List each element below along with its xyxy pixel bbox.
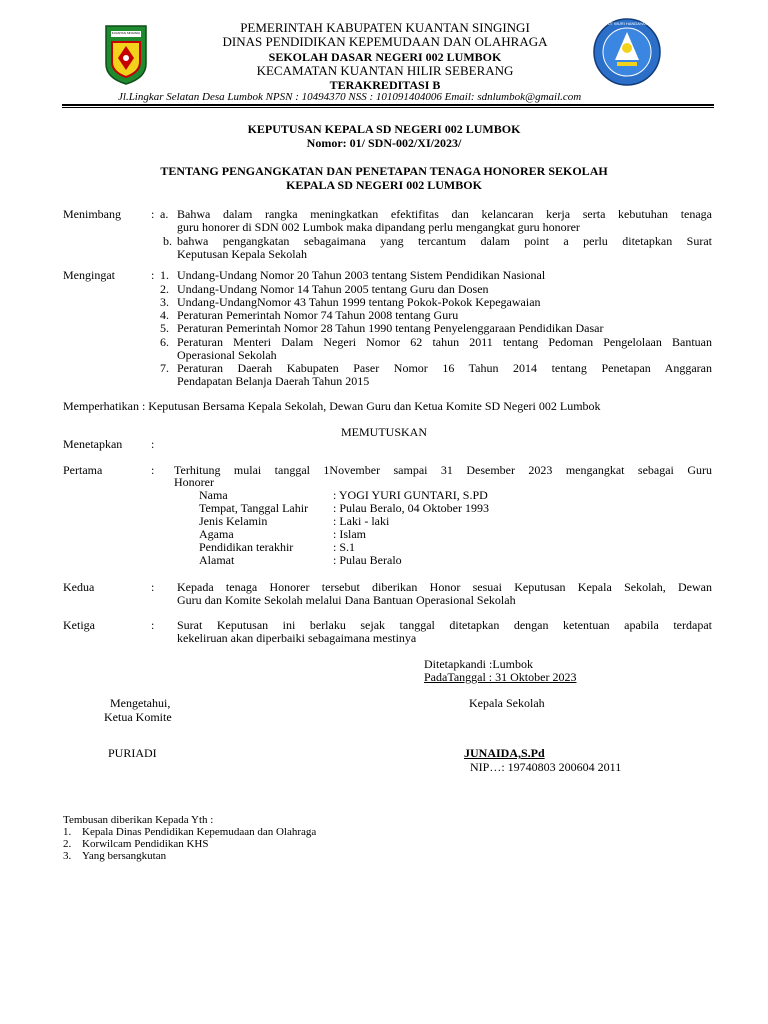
menimbang-a-line1: Bahwa dalam rangka meningkatkan efektifitas dan kelancaran kerja serta kebutuhan tenaga: [177, 207, 712, 221]
field-value-jenis-kelamin: : Laki - laki: [333, 514, 390, 528]
field-value-alamat: : Pulau Beralo: [333, 553, 402, 567]
menetapkan-colon: :: [151, 437, 155, 451]
kedua-text-cont: Guru dan Komite Sekolah melalui Dana Bantuan Operasional Sekolah: [177, 593, 516, 607]
field-value-pendidikan: : S.1: [333, 540, 356, 554]
field-key-jenis-kelamin: Jenis Kelamin: [199, 514, 268, 528]
menetapkan-label: Menetapkan: [63, 437, 123, 451]
decision-title: KEPUTUSAN KEPALA SD NEGERI 002 LUMBOK: [247, 122, 521, 136]
decision-subject-line2: KEPALA SD NEGERI 002 LUMBOK: [286, 178, 482, 192]
decision-subject: TENTANG PENGANGKATAN DAN PENETAPAN TENAGA HONORER SEKOLAH: [160, 164, 608, 178]
kepala-sekolah-nip: NIP…: 19740803 200604 2011: [470, 760, 622, 774]
kedua-colon: :: [151, 580, 155, 594]
menimbang-a-marker: a.: [160, 207, 169, 221]
menimbang-b-line2: Keputusan Kepala Sekolah: [177, 247, 307, 261]
field-key-pendidikan: Pendidikan terakhir: [199, 540, 294, 554]
field-key-ttl: Tempat, Tanggal Lahir: [199, 501, 309, 515]
ketiga-text-cont: kekeliruan akan diperbaiki sebagaimana mestinya: [177, 631, 417, 645]
mengingat-item: Peraturan Pemerintah Nomor 74 Tahun 2008 tentang Guru: [177, 308, 459, 322]
mengingat-item: Peraturan Menteri Dalam Negeri Nomor 62 tahun 2011 tentang Pedoman Pengelolaan Bantuan: [177, 335, 712, 349]
ketua-komite-title: Ketua Komite: [104, 710, 172, 724]
letterhead-rule-thin: [62, 107, 714, 108]
kedua-label: Kedua: [63, 580, 95, 594]
field-key-nama: Nama: [199, 488, 228, 502]
ketiga-label: Ketiga: [63, 618, 95, 632]
ketiga-colon: :: [151, 618, 155, 632]
pertama-label: Pertama: [63, 463, 103, 477]
pertama-text: Terhitung mulai tanggal 1November sampai 31 Desember 2023 mengangkat sebagai Guru: [174, 463, 712, 477]
tembusan-item: Korwilcam Pendidikan KHS: [82, 838, 209, 850]
letterhead-line2: DINAS PENDIDIKAN KEPEMUDAAN DAN OLAHRAGA: [222, 34, 548, 49]
field-key-alamat: Alamat: [199, 553, 235, 567]
mengingat-item-number: 6.: [160, 335, 169, 349]
tut-wuri-logo-text: TUT WURI HANDAYANI: [605, 21, 649, 26]
menimbang-colon: :: [151, 207, 155, 221]
tembusan-item: Yang bersangkutan: [82, 850, 167, 862]
ketua-komite-name: PURIADI: [108, 746, 157, 760]
memperhatikan: Memperhatikan : Keputusan Bersama Kepala Sekolah, Dewan Guru dan Ketua Komite SD Negeri 002 Lumbok: [63, 399, 601, 413]
mengingat-item-cont: Operasional Sekolah: [177, 348, 277, 362]
menimbang-a-line2: guru honorer di SDN 002 Lumbok maka dipandang perlu mengangkat guru honorer: [177, 220, 580, 234]
mengingat-item-number: 3.: [160, 295, 169, 309]
mengingat-item-number: 4.: [160, 308, 169, 322]
mengingat-item: Peraturan Daerah Kabupaten Paser Nomor 16 Tahun 2014 tentang Penetapan Anggaran: [177, 361, 712, 375]
mengetahui: Mengetahui,: [110, 696, 171, 710]
letterhead-line3: SEKOLAH DASAR NEGERI 002 LUMBOK: [268, 50, 502, 64]
mengingat-item: Undang-Undang Nomor 20 Tahun 2003 tentang Sistem Pendidikan Nasional: [177, 268, 546, 282]
mengingat-item: Peraturan Pemerintah Nomor 28 Tahun 1990 tentang Penyelenggaraan Pendidikan Dasar: [177, 321, 604, 335]
tembusan-number: 2.: [63, 838, 72, 850]
mengingat-item-number: 5.: [160, 321, 169, 335]
menimbang-b-line1: bahwa pengangkatan sebagaimana yang tercantum dalam point a perlu ditetapkan Surat: [177, 234, 712, 248]
tembusan-item: Kepala Dinas Pendidikan Kepemudaan dan Olahraga: [82, 826, 317, 838]
mengingat-item-number: 1.: [160, 268, 169, 282]
letterhead-line4: KECAMATAN KUANTAN HILIR SEBERANG: [256, 63, 514, 78]
letterhead-line1: PEMERINTAH KABUPATEN KUANTAN SINGINGI: [240, 20, 530, 35]
field-key-agama: Agama: [199, 527, 234, 541]
mengingat-item-cont: Pendapatan Belanja Daerah Tahun 2015: [177, 374, 370, 388]
mengingat-item: Undang-UndangNomor 43 Tahun 1999 tentang Pokok-Pokok Kepegawaian: [177, 295, 541, 309]
ditetapkan-di: Ditetapkandi :Lumbok: [424, 657, 533, 671]
pertama-text-cont: Honorer: [174, 475, 214, 489]
tembusan-number: 1.: [63, 826, 72, 838]
letterhead-line5: TERAKREDITASI B: [329, 78, 441, 92]
mengingat-label: Mengingat: [63, 268, 115, 282]
kuansing-logo-text: KUANTAN SINGINGI: [111, 31, 141, 35]
mengingat-item: Undang-Undang Nomor 14 Tahun 2005 tentang Guru dan Dosen: [177, 282, 489, 296]
field-value-agama: : Islam: [333, 527, 366, 541]
menimbang-label: Menimbang: [63, 207, 121, 221]
mengingat-item-number: 2.: [160, 282, 169, 296]
kepala-sekolah-title: Kepala Sekolah: [469, 696, 545, 710]
mengingat-item-number: 7.: [160, 361, 169, 375]
pada-tanggal: PadaTanggal : 31 Oktober 2023: [424, 670, 577, 684]
field-value-ttl: : Pulau Beralo, 04 Oktober 1993: [333, 501, 489, 515]
tembusan-number: 3.: [63, 850, 72, 862]
pertama-colon: :: [151, 463, 155, 477]
ketiga-text: Surat Keputusan ini berlaku sejak tanggal ditetapkan dengan ketentuan apabila terdapat: [177, 618, 712, 632]
kedua-text: Kepada tenaga Honorer tersebut diberikan Honor sesuai Keputusan Kepala Sekolah, Dewan: [177, 580, 712, 594]
kepala-sekolah-name: JUNAIDA,S.Pd: [464, 746, 545, 760]
field-value-nama: : YOGI YURI GUNTARI, S.PD: [333, 488, 488, 502]
letterhead-rule: [62, 104, 714, 106]
tembusan-heading: Tembusan diberikan Kepada Yth :: [63, 814, 214, 826]
letterhead-address: Jl.Lingkar Selatan Desa Lumbok NPSN : 10494370 NSS : 101091404006 Email: sdnlumbok@gmail.com: [118, 91, 582, 103]
memutuskan-heading: MEMUTUSKAN: [340, 425, 427, 439]
menimbang-b-marker: b.: [163, 234, 172, 248]
decision-number: Nomor: 01/ SDN-002/XI/2023/: [306, 136, 462, 150]
mengingat-colon: :: [151, 268, 155, 282]
